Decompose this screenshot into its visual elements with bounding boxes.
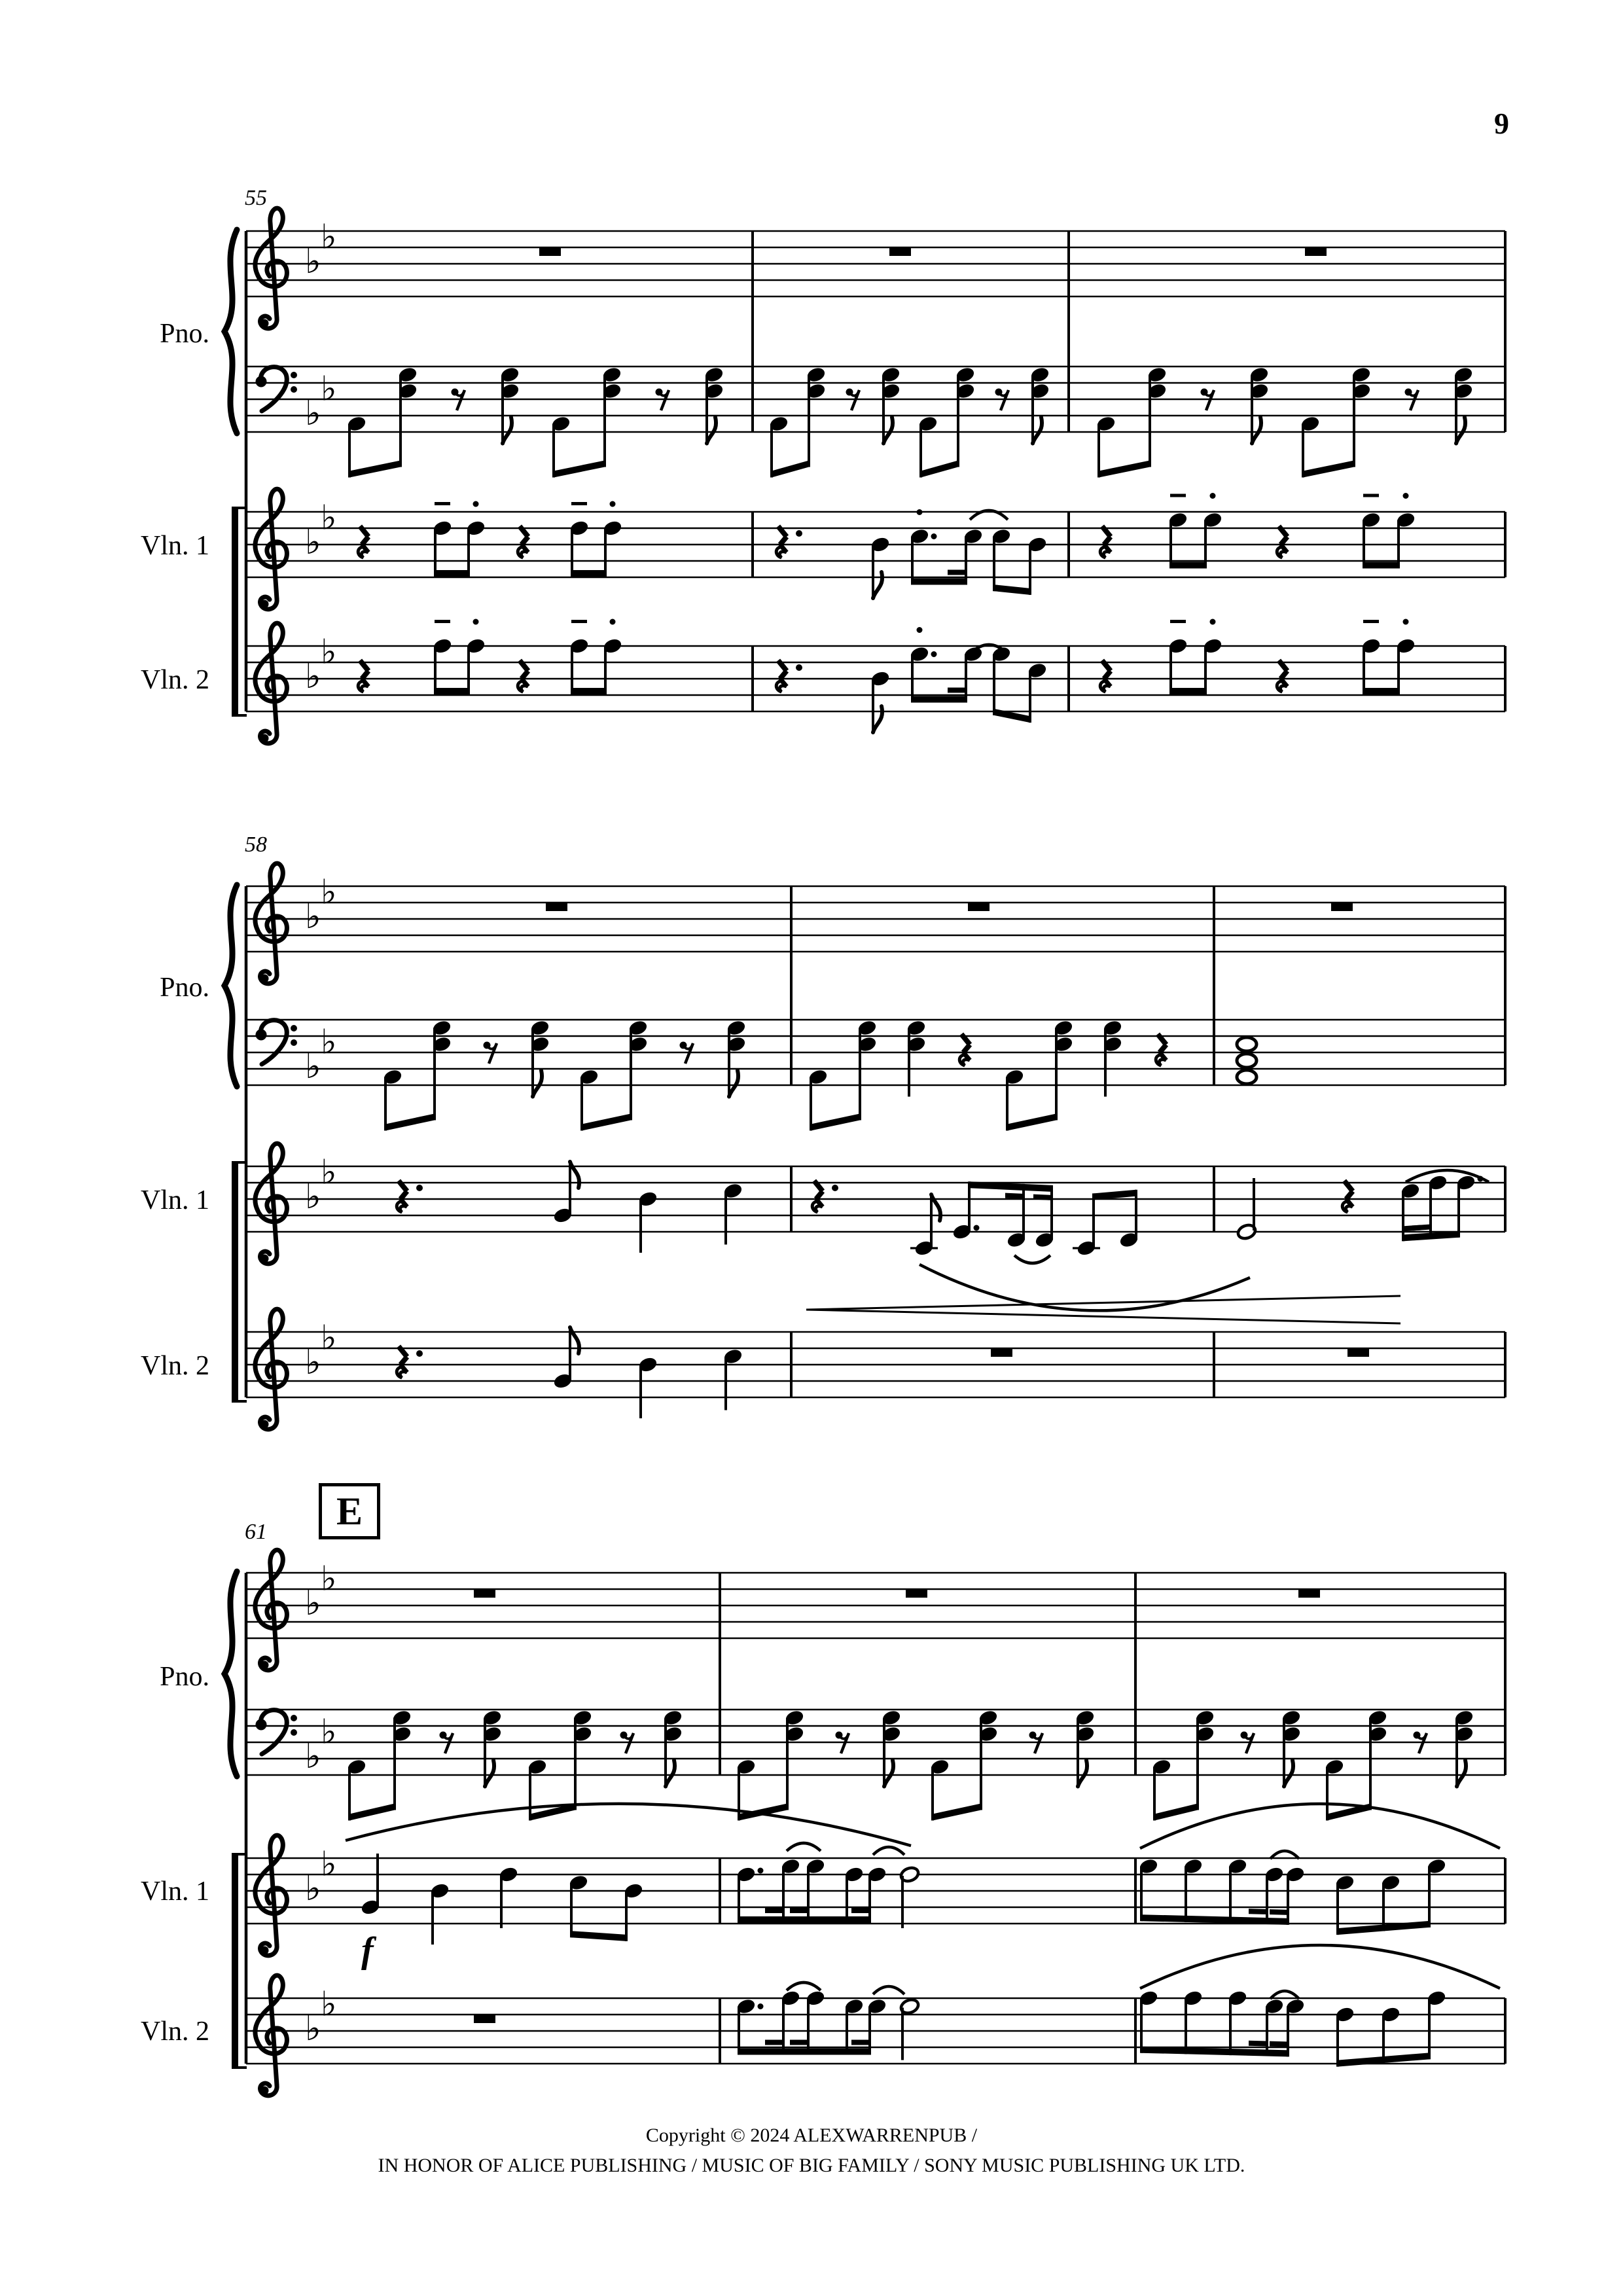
svg-text:♭: ♭ (321, 217, 337, 257)
instrument-label-violin1: Vln. 1 (141, 1185, 209, 1215)
svg-text:♭: ♭ (305, 242, 321, 281)
instrument-label-violin2: Vln. 2 (141, 2017, 209, 2047)
svg-text:♭: ♭ (305, 1177, 321, 1217)
svg-text:♭: ♭ (321, 632, 337, 672)
svg-text:♭: ♭ (321, 498, 337, 538)
svg-text:♭: ♭ (305, 1047, 321, 1086)
svg-text:♭: ♭ (305, 897, 321, 937)
svg-text:♭: ♭ (321, 369, 337, 409)
svg-text:♭: ♭ (321, 1559, 337, 1599)
instrument-label-violin1: Vln. 1 (141, 1876, 209, 1907)
svg-text:♭: ♭ (321, 1022, 337, 1062)
dynamic-marking: f (361, 1930, 374, 1971)
svg-text:♭: ♭ (321, 1712, 337, 1752)
svg-text:♭: ♭ (321, 1844, 337, 1884)
svg-text:♭: ♭ (305, 1584, 321, 1623)
instrument-label-violin2: Vln. 2 (141, 665, 209, 695)
svg-text:♭: ♭ (305, 394, 321, 433)
instrument-label-piano: Pno. (160, 973, 209, 1003)
instrument-label-violin1: Vln. 1 (141, 531, 209, 561)
svg-text:♭: ♭ (321, 1318, 337, 1358)
svg-text:♭: ♭ (305, 2009, 321, 2049)
page-number: 9 (1494, 107, 1509, 140)
copyright-line-2: IN HONOR OF ALICE PUBLISHING / MUSIC OF BIG FAMILY / SONY MUSIC PUBLISHING UK LTD. (378, 2155, 1245, 2176)
svg-text:♭: ♭ (321, 872, 337, 912)
measure-number-55: 55 (245, 186, 267, 210)
svg-text:♭: ♭ (305, 1869, 321, 1909)
system-58 (224, 885, 1505, 1403)
system-61 (224, 1571, 1505, 2069)
svg-text:♭: ♭ (321, 1153, 337, 1193)
rehearsal-mark: E (319, 1483, 380, 1539)
svg-text:♭: ♭ (305, 1343, 321, 1382)
measure-number-61: 61 (245, 1520, 267, 1544)
svg-text:♭: ♭ (321, 1984, 337, 2024)
measure-number-58: 58 (245, 833, 267, 857)
svg-text:♭: ♭ (305, 523, 321, 562)
instrument-label-piano: Pno. (160, 319, 209, 349)
svg-text:♭: ♭ (305, 1737, 321, 1776)
instrument-label-piano: Pno. (160, 1662, 209, 1692)
instrument-label-violin2: Vln. 2 (141, 1351, 209, 1381)
svg-text:♭: ♭ (305, 657, 321, 696)
copyright-line-1: Copyright © 2024 ALEXWARRENPUB / (645, 2125, 978, 2146)
